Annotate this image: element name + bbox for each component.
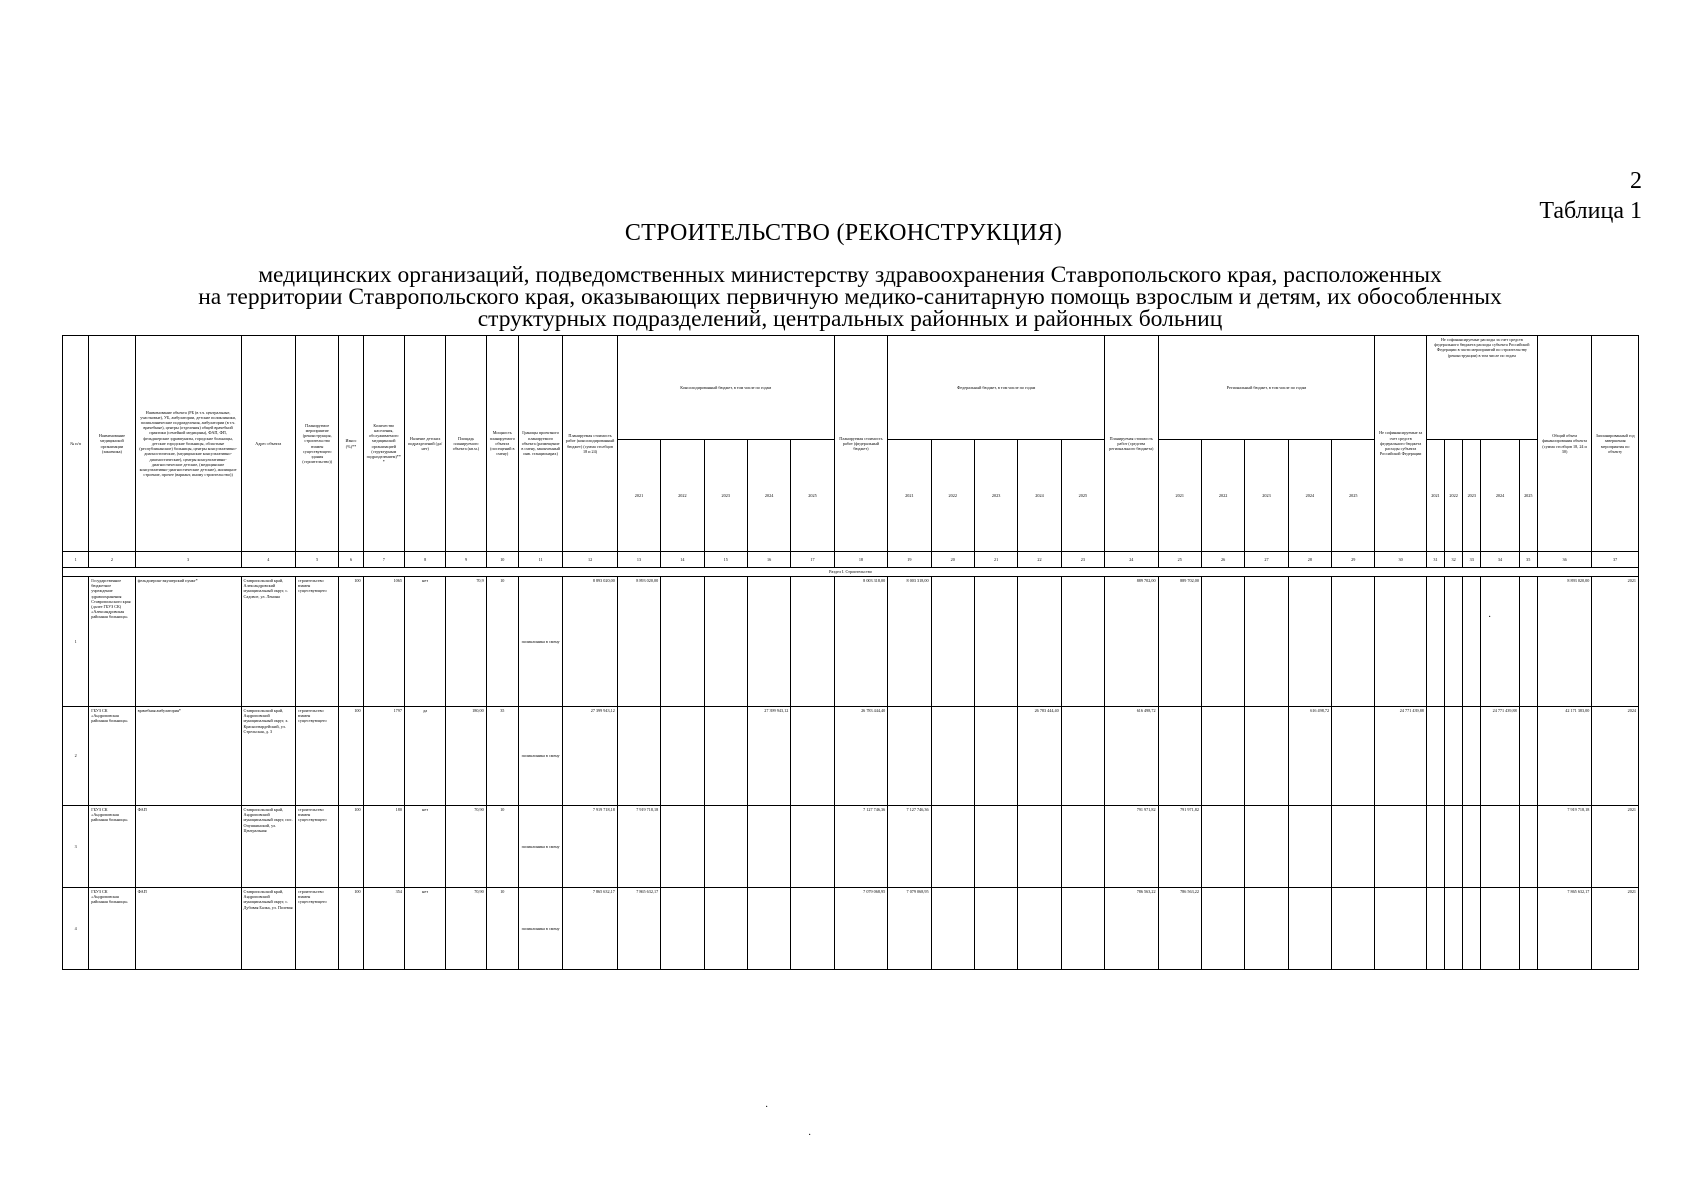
consolidated-2023-cell [704, 806, 747, 888]
regional-cost-cell: 616 498,72 [1105, 707, 1158, 806]
area-cell: 70,9 [446, 577, 486, 707]
row-number: 1 [63, 577, 89, 707]
year-cell: 2021 [1426, 440, 1444, 552]
header-completion-year: Запланированный год завершения мероприятия по объекту [1592, 336, 1639, 552]
nonco-cost-cell: 24 771 439,88 [1375, 707, 1426, 806]
column-number: 29 [1332, 552, 1375, 568]
column-number-row [63, 552, 1639, 568]
column-number: 21 [974, 552, 1017, 568]
federal-2024-cell [1018, 806, 1061, 888]
organization-cell: Государственное бюджетное учреждение здравоохранения Ставропольского края (далее ГБУЗ СК) «Александровская районная больница» [89, 577, 135, 707]
year-cell: 2022 [1445, 440, 1463, 552]
column-number: 9 [446, 552, 486, 568]
measure-cell: строительство взамен существующего [296, 707, 339, 806]
regional-2021-cell [1158, 707, 1201, 806]
capacity-cell: 10 [486, 888, 518, 970]
nonco-2022-cell [1445, 888, 1463, 970]
consolidated-2021-cell [617, 707, 660, 806]
nonco-2022-cell [1445, 806, 1463, 888]
wear-cell: 100 [339, 577, 363, 707]
nonco-cost-cell [1375, 806, 1426, 888]
column-number: 1 [63, 552, 89, 568]
capacity-cell: 10 [486, 806, 518, 888]
year-cell: 2025 [1061, 440, 1104, 552]
consolidated-cost-cell: 27 399 943,12 [563, 707, 617, 806]
nonco-2024-cell [1481, 577, 1519, 707]
header-children: Наличие детских подразделений (да/нет) [404, 336, 445, 552]
regional-cost-cell: 786 563,22 [1105, 888, 1158, 970]
consolidated-2024-cell: 27 399 943,12 [747, 707, 790, 806]
address-cell: Ставропольский край, Андроповский муниципальный округ, пос. Опушкинский, ул. Центральная [241, 806, 295, 888]
population-cell: 1797 [363, 707, 404, 806]
nonco-2024-cell: 24 771 439,88 [1481, 707, 1519, 806]
regional-2025-cell [1332, 806, 1375, 888]
area-cell: 70,90 [446, 888, 486, 970]
consolidated-2025-cell [791, 806, 834, 888]
header-nonco-group: Не софинансируемые расходы за счет средств федерального бюджета расходы субъекта Российской Федерации в части мероприятий по строительству (реконструкции) в том числе по годам [1426, 336, 1537, 440]
nonco-2025-cell [1519, 888, 1537, 970]
year-cell: 2021 [617, 440, 660, 552]
table-row [63, 577, 1639, 707]
federal-2025-cell [1061, 707, 1104, 806]
consolidated-2021-cell: 7 919 718,18 [617, 806, 660, 888]
column-number: 7 [363, 552, 404, 568]
area-cell: 70,90 [446, 806, 486, 888]
table-label: Таблица 1 [1539, 198, 1642, 224]
column-number: 22 [1018, 552, 1061, 568]
column-number: 30 [1375, 552, 1426, 568]
regional-2021-cell: 791 971,82 [1158, 806, 1201, 888]
nonco-2023-cell [1463, 707, 1481, 806]
measure-cell: строительство взамен существующего [296, 577, 339, 707]
year-cell: 2021 [888, 440, 931, 552]
construction-table [62, 335, 1639, 970]
regional-2024-cell [1288, 888, 1331, 970]
column-number: 2 [89, 552, 135, 568]
column-number: 8 [404, 552, 445, 568]
column-number: 31 [1426, 552, 1444, 568]
year-cell: 2023 [704, 440, 747, 552]
federal-2024-cell [1018, 577, 1061, 707]
row-number: 2 [63, 707, 89, 806]
header-federal-cost: Планируемая стоимость работ (федеральный бюджет) [834, 336, 887, 552]
federal-2021-cell: 7 079 068,95 [888, 888, 931, 970]
row-number: 4 [63, 888, 89, 970]
federal-2025-cell [1061, 888, 1104, 970]
year-cell: 2022 [661, 440, 704, 552]
total-cell: 8 893 020,00 [1537, 577, 1591, 707]
federal-2023-cell [974, 888, 1017, 970]
consolidated-2025-cell [791, 577, 834, 707]
organization-cell: ГБУЗ СК «Андроповская районная больница» [89, 707, 135, 806]
area-cell: 180,00 [446, 707, 486, 806]
regional-2024-cell: 616 498,72 [1288, 707, 1331, 806]
federal-2025-cell [1061, 577, 1104, 707]
section-row [63, 568, 1639, 577]
column-number: 33 [1463, 552, 1481, 568]
consolidated-2022-cell [661, 577, 704, 707]
column-number: 13 [617, 552, 660, 568]
wear-cell: 100 [339, 888, 363, 970]
federal-cost-cell: 7 127 746,36 [834, 806, 887, 888]
federal-cost-cell: 8 003 318,00 [834, 577, 887, 707]
column-number: 18 [834, 552, 887, 568]
year-cell: 2023 [1463, 440, 1481, 552]
column-number: 34 [1481, 552, 1519, 568]
wear-cell: 100 [339, 806, 363, 888]
header-object-name: Наименование объекта (РБ (в т.ч. центральные, участковые), УБ, амбулатории, детские поликлиники, поликлинические подразделения, амбулатории (в т.ч. врачебные), центры (отделения) общей врачебной практики (семейной медицины), ФАП, ФП, фельдшерские здравпункты, городские больницы, детские городские больницы, областные (республиканские) больницы, центры консультативно-диагностические, (медицинские консультативно-диагностические), центры консультативно-диагностические детские, (медицинские консультативно-диагностические детские), жилищное строение, прочее (вариант, иному строительство)) [135, 336, 241, 552]
nonco-2025-cell [1519, 707, 1537, 806]
nonco-2021-cell [1426, 577, 1444, 707]
column-number: 15 [704, 552, 747, 568]
consolidated-2024-cell [747, 577, 790, 707]
year-cell: 2024 [747, 440, 790, 552]
regional-2024-cell [1288, 806, 1331, 888]
regional-2025-cell [1332, 707, 1375, 806]
regional-2022-cell [1201, 577, 1244, 707]
measure-cell: строительство взамен существующего [296, 888, 339, 970]
section-label: Раздел I. Строительство [63, 568, 1639, 577]
children-cell: нет [404, 888, 445, 970]
consolidated-2023-cell [704, 888, 747, 970]
federal-cost-cell: 26 783 444,40 [834, 707, 887, 806]
header-consolidated-cost: Планируемая стоимость работ (консолидированный бюджет) (сумма столбцов 18 и 24) [563, 336, 617, 552]
regional-2022-cell [1201, 888, 1244, 970]
column-number: 25 [1158, 552, 1201, 568]
federal-2024-cell: 26 783 444,40 [1018, 707, 1061, 806]
column-number: 24 [1105, 552, 1158, 568]
column-number: 14 [661, 552, 704, 568]
regional-2024-cell [1288, 577, 1331, 707]
federal-2023-cell [974, 577, 1017, 707]
object-cell: фельдшерско-акушерский пункт* [135, 577, 241, 707]
row-number: 3 [63, 806, 89, 888]
year-cell: 2025 [1519, 440, 1537, 552]
subtitle-line-1: медицинских организаций, подведомственных министерству здравоохранения Ставропольского края, расположенных [258, 262, 1442, 288]
bounds-cell: поликлиника в смену [518, 888, 562, 970]
nonco-2024-cell [1481, 888, 1519, 970]
document-title: СТРОИТЕЛЬСТВО (РЕКОНСТРУКЦИЯ) [624, 220, 1063, 246]
federal-2022-cell [931, 707, 974, 806]
population-cell: 1065 [363, 577, 404, 707]
nonco-cost-cell [1375, 888, 1426, 970]
consolidated-2023-cell [704, 577, 747, 707]
column-number: 35 [1519, 552, 1537, 568]
header-address: Адрес объекта [241, 336, 295, 552]
regional-2023-cell [1245, 577, 1288, 707]
header-wear: Износ (%)** [339, 336, 363, 552]
header-consolidated-group: Консолидированный бюджет, в том числе по годам [617, 336, 834, 440]
page-number: 2 [1630, 168, 1642, 194]
header-regional-cost: Планируемая стоимость работ (средства регионального бюджета) [1105, 336, 1158, 552]
consolidated-2023-cell [704, 707, 747, 806]
consolidated-2024-cell [747, 806, 790, 888]
bounds-cell: поликлиника в смену [518, 806, 562, 888]
federal-cost-cell: 7 079 068,95 [834, 888, 887, 970]
federal-2025-cell [1061, 806, 1104, 888]
header-capacity: Мощность планируемого объекта (посещений в смену) [486, 336, 518, 552]
table-row [63, 806, 1639, 888]
year-cell: 2024 [1288, 440, 1331, 552]
federal-2021-cell: 8 003 318,00 [888, 577, 931, 707]
column-number: 16 [747, 552, 790, 568]
federal-2023-cell [974, 707, 1017, 806]
object-cell: ФАП [135, 888, 241, 970]
nonco-cost-cell [1375, 577, 1426, 707]
consolidated-cost-cell: 7 919 718,18 [563, 806, 617, 888]
object-cell: ФАП [135, 806, 241, 888]
completion-year-cell: 2021 [1592, 888, 1639, 970]
year-cell: 2021 [1158, 440, 1201, 552]
scan-mark: · [1488, 612, 1492, 623]
regional-2023-cell [1245, 707, 1288, 806]
year-cell: 2025 [1332, 440, 1375, 552]
header-area: Площадь планируемого объекта (кв.м.) [446, 336, 486, 552]
header-n: № п/п [63, 336, 89, 552]
year-cell: 2024 [1481, 440, 1519, 552]
year-cell: 2022 [931, 440, 974, 552]
column-number: 27 [1245, 552, 1288, 568]
header-organization: Наименование медицинской организации (заказчика) [89, 336, 135, 552]
column-number: 37 [1592, 552, 1639, 568]
nonco-2024-cell [1481, 806, 1519, 888]
nonco-2025-cell [1519, 577, 1537, 707]
children-cell: да [404, 707, 445, 806]
consolidated-cost-cell: 7 865 632,17 [563, 888, 617, 970]
column-number: 28 [1288, 552, 1331, 568]
table-row [63, 707, 1639, 806]
bounds-cell: поликлиника в смену [518, 577, 562, 707]
header-total: Общий объем финансирования объекта (сумма столбцов 18, 24 и 30) [1537, 336, 1591, 552]
completion-year-cell: 2021 [1592, 806, 1639, 888]
nonco-2021-cell [1426, 707, 1444, 806]
column-number: 23 [1061, 552, 1104, 568]
consolidated-2022-cell [661, 806, 704, 888]
consolidated-2022-cell [661, 888, 704, 970]
children-cell: нет [404, 806, 445, 888]
nonco-2021-cell [1426, 806, 1444, 888]
completion-year-cell: 2024 [1592, 707, 1639, 806]
column-number: 4 [241, 552, 295, 568]
federal-2023-cell [974, 806, 1017, 888]
regional-2022-cell [1201, 707, 1244, 806]
header-row-1 [63, 336, 1639, 440]
header-population: Количество населения, обслуживаемого медицинской организацией (структурным подразделением)*** [363, 336, 404, 552]
total-cell: 7 865 632,17 [1537, 888, 1591, 970]
nonco-2022-cell [1445, 577, 1463, 707]
children-cell: нет [404, 577, 445, 707]
header-bounds: Границы проектного планируемого объекта (размещение в смену, законченный инв. станционарах) [518, 336, 562, 552]
measure-cell: строительство взамен существующего [296, 806, 339, 888]
federal-2024-cell [1018, 888, 1061, 970]
federal-2022-cell [931, 806, 974, 888]
capacity-cell: 10 [486, 577, 518, 707]
regional-2023-cell [1245, 888, 1288, 970]
federal-2021-cell: 7 127 746,36 [888, 806, 931, 888]
header-measure: Планируемое мероприятие (реконструкция, строительство взамен существующего здания (строительство)) [296, 336, 339, 552]
header-federal-group: Федеральный бюджет, в том числе по годам [888, 336, 1105, 440]
column-number: 32 [1445, 552, 1463, 568]
organization-cell: ГБУЗ СК «Андроповская районная больница» [89, 806, 135, 888]
address-cell: Ставропольский край, Александровский муниципальный округ, с. Садовое, ул. Ленина [241, 577, 295, 707]
table-row [63, 888, 1639, 970]
column-number: 11 [518, 552, 562, 568]
consolidated-2024-cell [747, 888, 790, 970]
year-cell: 2023 [1245, 440, 1288, 552]
nonco-2023-cell [1463, 888, 1481, 970]
consolidated-2022-cell [661, 707, 704, 806]
year-cell: 2025 [791, 440, 834, 552]
column-number: 5 [296, 552, 339, 568]
document-subtitle [60, 264, 1640, 330]
nonco-2025-cell [1519, 806, 1537, 888]
nonco-2021-cell [1426, 888, 1444, 970]
regional-2023-cell [1245, 806, 1288, 888]
nonco-2023-cell [1463, 806, 1481, 888]
regional-2021-cell: 889 702,00 [1158, 577, 1201, 707]
column-number: 26 [1201, 552, 1244, 568]
wear-cell: 100 [339, 707, 363, 806]
year-cell: 2024 [1018, 440, 1061, 552]
federal-2022-cell [931, 888, 974, 970]
subtitle-line-2: на территории Ставропольского края, оказывающих первичную медико-санитарную помощь взрослым и детям, их обособленных [198, 284, 1502, 310]
scan-mark: · [808, 1130, 812, 1141]
address-cell: Ставропольский край, Андроповский муниципальный округ, с. Дубовая Балка, ул. Полевая [241, 888, 295, 970]
regional-cost-cell: 791 971,82 [1105, 806, 1158, 888]
consolidated-2025-cell [791, 707, 834, 806]
year-cell: 2023 [974, 440, 1017, 552]
nonco-2023-cell [1463, 577, 1481, 707]
total-cell: 7 919 718,18 [1537, 806, 1591, 888]
column-number: 6 [339, 552, 363, 568]
column-number: 12 [563, 552, 617, 568]
address-cell: Ставропольский край, Андроповский муниципальный округ, х. Красногвардейский, ул. Стрельская, д. 3 [241, 707, 295, 806]
column-number: 10 [486, 552, 518, 568]
organization-cell: ГБУЗ СК «Андроповская районная больница» [89, 888, 135, 970]
regional-cost-cell: 889 702,00 [1105, 577, 1158, 707]
header-regional-group: Региональный бюджет, в том числе по годам [1158, 336, 1375, 440]
bounds-cell: поликлиника в смену [518, 707, 562, 806]
header-nonco-cost: Не софинансируемые за счет средств федерального бюджета расходы субъекта Российской Федерации [1375, 336, 1426, 552]
consolidated-2021-cell: 8 893 020,00 [617, 577, 660, 707]
subtitle-line-3: структурных подразделений, центральных районных и районных больниц [477, 306, 1223, 332]
population-cell: 354 [363, 888, 404, 970]
regional-2025-cell [1332, 577, 1375, 707]
column-number: 36 [1537, 552, 1591, 568]
federal-2022-cell [931, 577, 974, 707]
nonco-2022-cell [1445, 707, 1463, 806]
regional-2025-cell [1332, 888, 1375, 970]
column-number: 3 [135, 552, 241, 568]
object-cell: врачебная амбулатория* [135, 707, 241, 806]
regional-2021-cell: 786 563,22 [1158, 888, 1201, 970]
column-number: 20 [931, 552, 974, 568]
total-cell: 42 171 383,00 [1537, 707, 1591, 806]
capacity-cell: 35 [486, 707, 518, 806]
scan-mark: · [765, 1102, 769, 1113]
regional-2022-cell [1201, 806, 1244, 888]
column-number: 17 [791, 552, 834, 568]
consolidated-2021-cell: 7 865 632,17 [617, 888, 660, 970]
population-cell: 180 [363, 806, 404, 888]
table-body [63, 577, 1639, 970]
column-number: 19 [888, 552, 931, 568]
federal-2021-cell [888, 707, 931, 806]
consolidated-2025-cell [791, 888, 834, 970]
completion-year-cell: 2021 [1592, 577, 1639, 707]
consolidated-cost-cell: 8 893 020,00 [563, 577, 617, 707]
year-cell: 2022 [1201, 440, 1244, 552]
